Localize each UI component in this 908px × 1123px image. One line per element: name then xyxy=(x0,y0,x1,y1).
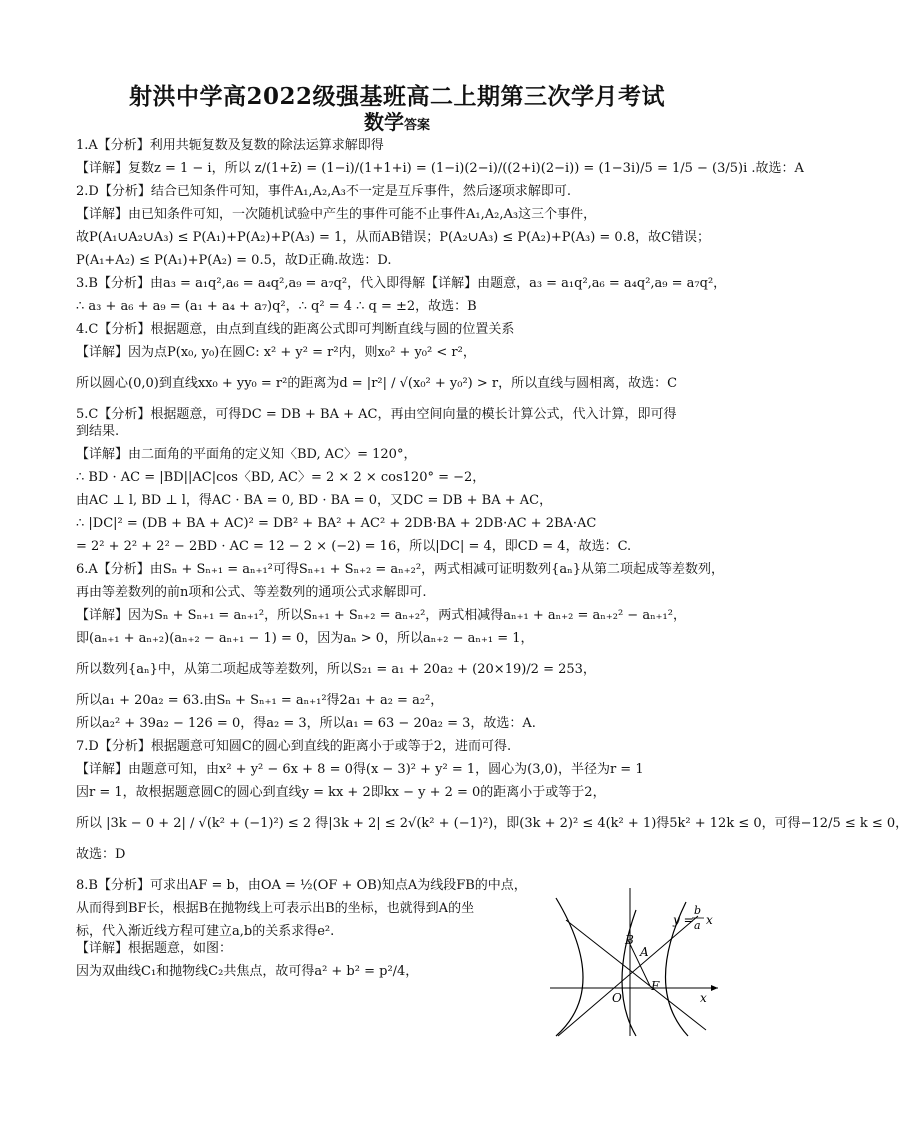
asymptote-label-x: x xyxy=(706,913,713,927)
asymptote-label-a: a xyxy=(694,919,701,932)
page-subtitle xyxy=(0,106,794,135)
q2-detail-3: P(A₁+A₂) ≤ P(A₁)+P(A₂) = 0.5，故D正确.故选：D. xyxy=(76,253,392,268)
q3-detail: ∴ a₃ + a₆ + a₉ = (a₁ + a₄ + a₇)q²，∴ q² = 4 ∴ q = ±2，故选：B xyxy=(76,299,477,314)
q1-detail: 【详解】复数z = 1 − i，所以 z/(1+z̄) = (1−i)/(1+1+i) = (1−i)(2−i)/((2+i)(2−i)) = (1−3i)/5 = 1/5 − (3/5)i .故选：A xyxy=(76,161,804,176)
q8-analysis-2: 从而得到BF长，根据B在抛物线上可表示出B的坐标，也就得到A的坐 xyxy=(76,901,475,916)
subtitle-tag: 答案 xyxy=(403,118,430,133)
q5-analysis: 5.C【分析】根据题意，可得DC = DB + BA + AC，再由空间向量的模长计算公式，代入计算，即可得 xyxy=(76,407,677,422)
asymptote-label-b: b xyxy=(694,904,702,917)
asymptote-label-y: y = xyxy=(673,913,694,927)
q5-detail-2: ∴ BD · AC = |BD||AC|cos〈BD, AC〉= 2 × 2 × cos120° = −2， xyxy=(76,470,486,485)
q8-detail: 【详解】根据题意，如图： xyxy=(76,941,233,956)
q4-detail: 【详解】因为点P(x₀, y₀)在圆C: x² + y² = r²内，则x₀² + y₀² < r²， xyxy=(76,345,476,360)
q4-detail-2: 所以圆心(0,0)到直线xx₀ + yy₀ = r²的距离为d = |r²| / √(x₀² + y₀²) > r，所以直线与圆相离，故选：C xyxy=(76,376,678,391)
asymptote-negative xyxy=(566,920,706,1030)
q5-detail-5: = 2² + 2² + 2² − 2BD · AC = 12 − 2 × (−2) = 16，所以|DC| = 4，即CD = 4，故选：C. xyxy=(76,539,632,554)
q6-analysis: 6.A【分析】由Sₙ + Sₙ₊₁ = aₙ₊₁²可得Sₙ₊₁ + Sₙ₊₂ = aₙ₊₂²，两式相减可证明数列{aₙ}从第二项起成等差数列， xyxy=(76,562,724,577)
page-title: 射洪中学高2022级强基班高二上期第三次学月考试 xyxy=(128,83,665,110)
q4-analysis: 4.C【分析】根据题意，由点到直线的距离公式即可判断直线与圆的位置关系 xyxy=(76,322,515,337)
x-axis-arrow xyxy=(711,985,718,991)
subtitle-main: 数学 xyxy=(363,110,404,134)
q7-detail-3: 所以 |3k − 0 + 2| / √(k² + (−1)²) ≤ 2 得|3k + 2| ≤ 2√(k² + (−1)²)，即(3k + 2)² ≤ 4(k² + 1)得5k² + 12k ≤ 0，可得−12/5 ≤ k ≤ 0， xyxy=(76,816,908,831)
hyperbola-parabola-figure xyxy=(548,878,738,1038)
q6-detail-2: 即(aₙ₊₁ + aₙ₊₂)(aₙ₊₂ − aₙ₊₁ − 1) = 0，因为aₙ > 0，所以aₙ₊₂ − aₙ₊₁ = 1， xyxy=(76,631,534,646)
q8-analysis: 8.B【分析】可求出AF = b，由OA = ½(OF + OB)知点A为线段FB的中点， xyxy=(76,878,527,893)
hyperbola-left-branch xyxy=(556,898,583,1036)
q7-detail: 【详解】由题意可知，由x² + y² − 6x + 8 = 0得(x − 3)² + y² = 1，圆心为(3,0)，半径为r = 1 xyxy=(76,762,644,777)
q2-detail: 【详解】由已知条件可知，一次随机试验中产生的事件可能不止事件A₁,A₂,A₃这三个事件， xyxy=(76,207,597,222)
q7-detail-4: 故选：D xyxy=(76,847,126,862)
point-f-label: F xyxy=(651,979,660,993)
q5-detail: 【详解】由二面角的平面角的定义知〈BD, AC〉= 120°， xyxy=(76,447,417,462)
point-b-label: B xyxy=(625,933,634,947)
q6-detail-5: 所以a₂² + 39a₂ − 126 = 0，得a₂ = 3，所以a₁ = 63 − 20a₂ = 3，故选：A. xyxy=(76,716,536,731)
q8-analysis-3: 标，代入渐近线方程可建立a,b的关系求得e². xyxy=(76,924,335,939)
q7-analysis: 7.D【分析】根据题意可知圆C的圆心到直线的距离小于或等于2，进而可得. xyxy=(76,739,512,754)
q6-detail-4: 所以a₁ + 20a₂ = 63.由Sₙ + Sₙ₊₁ = aₙ₊₁²得2a₁ + a₂ = a₂²， xyxy=(76,693,444,708)
q2-analysis: 2.D【分析】结合已知条件可知，事件A₁,A₂,A₃不一定是互斥事件，然后逐项求解即可. xyxy=(76,184,572,199)
q1-analysis: 1.A【分析】利用共轭复数及复数的除法运算求解即得 xyxy=(76,138,384,153)
x-axis-label: x xyxy=(700,991,707,1005)
q6-analysis-2: 再由等差数列的前n项和公式、等差数列的通项公式求解即可. xyxy=(76,585,427,600)
q5-detail-4: ∴ |DC|² = (DB + BA + AC)² = DB² + BA² + AC² + 2DB·BA + 2DB·AC + 2BA·AC xyxy=(76,516,597,531)
q3-analysis: 3.B【分析】由a₃ = a₁q²,a₆ = a₄q²,a₉ = a₇q²，代入即得解【详解】由题意，a₃ = a₁q²,a₆ = a₄q²,a₉ = a₇q²， xyxy=(76,276,727,291)
q8-detail-2: 因为双曲线C₁和抛物线C₂共焦点，故可得a² + b² = p²/4， xyxy=(76,964,419,979)
solutions-body xyxy=(76,137,908,980)
q5-detail-3: 由AC ⊥ l, BD ⊥ l，得AC · BA = 0, BD · BA = 0，又DC = DB + BA + AC， xyxy=(76,493,553,508)
point-a-label: A xyxy=(640,945,649,959)
q7-detail-2: 因r = 1，故根据题意圆C的圆心到直线y = kx + 2即kx − y + 2 = 0的距离小于或等于2， xyxy=(76,785,606,800)
q6-detail: 【详解】因为Sₙ + Sₙ₊₁ = aₙ₊₁²，所以Sₙ₊₁ + Sₙ₊₂ = aₙ₊₂²，两式相减得aₙ₊₁ + aₙ₊₂ = aₙ₊₂² − aₙ₊₁²， xyxy=(76,608,686,623)
q6-detail-3: 所以数列{aₙ}中，从第二项起成等差数列，所以S₂₁ = a₁ + 20a₂ + (20×19)/2 = 253， xyxy=(76,662,596,677)
q5-analysis-2: 到结果. xyxy=(76,424,120,439)
q2-detail-2: 故P(A₁∪A₂∪A₃) ≤ P(A₁)+P(A₂)+P(A₃) = 1，从而AB错误；P(A₂∪A₃) ≤ P(A₂)+P(A₃) = 0.8，故C错误； xyxy=(76,230,711,245)
origin-label: O xyxy=(612,991,622,1005)
